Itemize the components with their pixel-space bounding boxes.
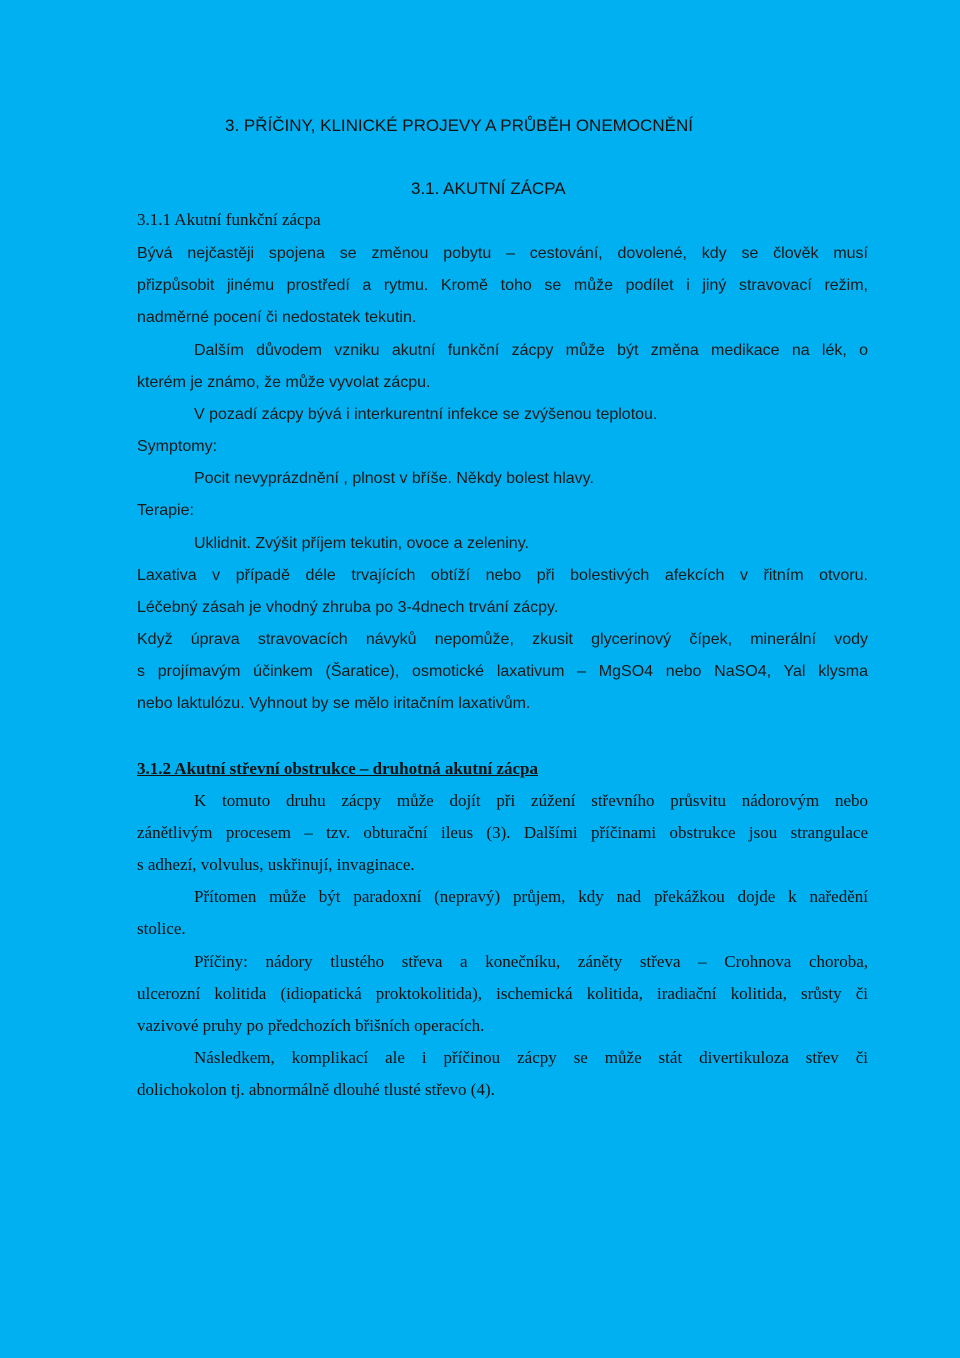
paragraph-line: Přítomen může být paradoxní (nepravý) průjem, kdy nad překážkou dojde k naředění: [194, 887, 868, 906]
paragraph-line: Příčiny: nádory tlustého střeva a konečníku, záněty střeva – Crohnova choroba,: [194, 952, 868, 971]
paragraph-line: nadměrné pocení či nedostatek tekutin.: [137, 309, 417, 326]
therapy-text: Uklidnit. Zvýšit příjem tekutin, ovoce a zeleniny.: [194, 535, 529, 552]
subsection-heading-1: 3.1.1 Akutní funkční zácpa: [137, 210, 321, 229]
paragraph-line: Bývá nejčastěji spojena se změnou pobytu – cestování, dovolené, kdy se člověk musí: [137, 245, 868, 262]
paragraph-line: Dalším důvodem vzniku akutní funkční zácpy může být změna medikace na lék, o: [194, 342, 868, 359]
section-title: 3.1. AKUTNÍ ZÁCPA: [411, 179, 566, 198]
paragraph-line: s projímavým účinkem (Šaratice), osmotické laxativum – MgSO4 nebo NaSO4, Yal klysma: [137, 663, 868, 680]
therapy-label: Terapie:: [137, 502, 194, 519]
paragraph-line: Následkem, komplikací ale i příčinou zácpy se může stát divertikuloza střev či: [194, 1048, 868, 1067]
paragraph-line: Když úprava stravovacích návyků nepomůže, zkusit glycerinový čípek, minerální vody: [137, 631, 868, 648]
chapter-title: 3. PŘÍČINY, KLINICKÉ PROJEVY A PRŮBĚH ONEMOCNĚNÍ: [225, 116, 693, 135]
paragraph-line: vazivové pruhy po předchozích břišních operacích.: [137, 1016, 485, 1035]
paragraph-line: Léčebný zásah je vhodný zhruba po 3-4dnech trvání zácpy.: [137, 599, 559, 616]
paragraph-line: přizpůsobit jinému prostředí a rytmu. Kromě toho se může podílet i jiný stravovací režim,: [137, 277, 868, 294]
paragraph-line: stolice.: [137, 919, 186, 938]
subsection-heading-2: 3.1.2 Akutní střevní obstrukce – druhotná akutní zácpa: [137, 759, 538, 778]
paragraph-line: zánětlivým procesem – tzv. obturační ileus (3). Dalšími příčinami obstrukce jsou strangulace: [137, 823, 868, 842]
symptoms-text: Pocit nevyprázdnění , plnost v bříše. Někdy bolest hlavy.: [194, 470, 594, 487]
paragraph-line: kterém je známo, že může vyvolat zácpu.: [137, 374, 431, 391]
paragraph-line: ulcerozní kolitida (idiopatická proktokolitida), ischemická kolitida, iradiační kolitida, srůsty či: [137, 984, 868, 1003]
paragraph-line: s adhezí, volvulus, uskřinují, invaginace.: [137, 855, 415, 874]
paragraph-line: dolichokolon tj. abnormálně dlouhé tlusté střevo (4).: [137, 1080, 495, 1099]
symptoms-label: Symptomy:: [137, 438, 218, 455]
paragraph-line: nebo laktulózu. Vyhnout by se mělo iritačním laxativům.: [137, 695, 531, 712]
paragraph-line: V pozadí zácpy bývá i interkurentní infekce se zvýšenou teplotou.: [194, 406, 658, 423]
paragraph-line: Laxativa v případě déle trvajících obtíží nebo při bolestivých afekcích v řitním otvoru.: [137, 567, 868, 584]
paragraph-line: K tomuto druhu zácpy může dojít při zúžení střevního průsvitu nádorovým nebo: [194, 791, 868, 810]
